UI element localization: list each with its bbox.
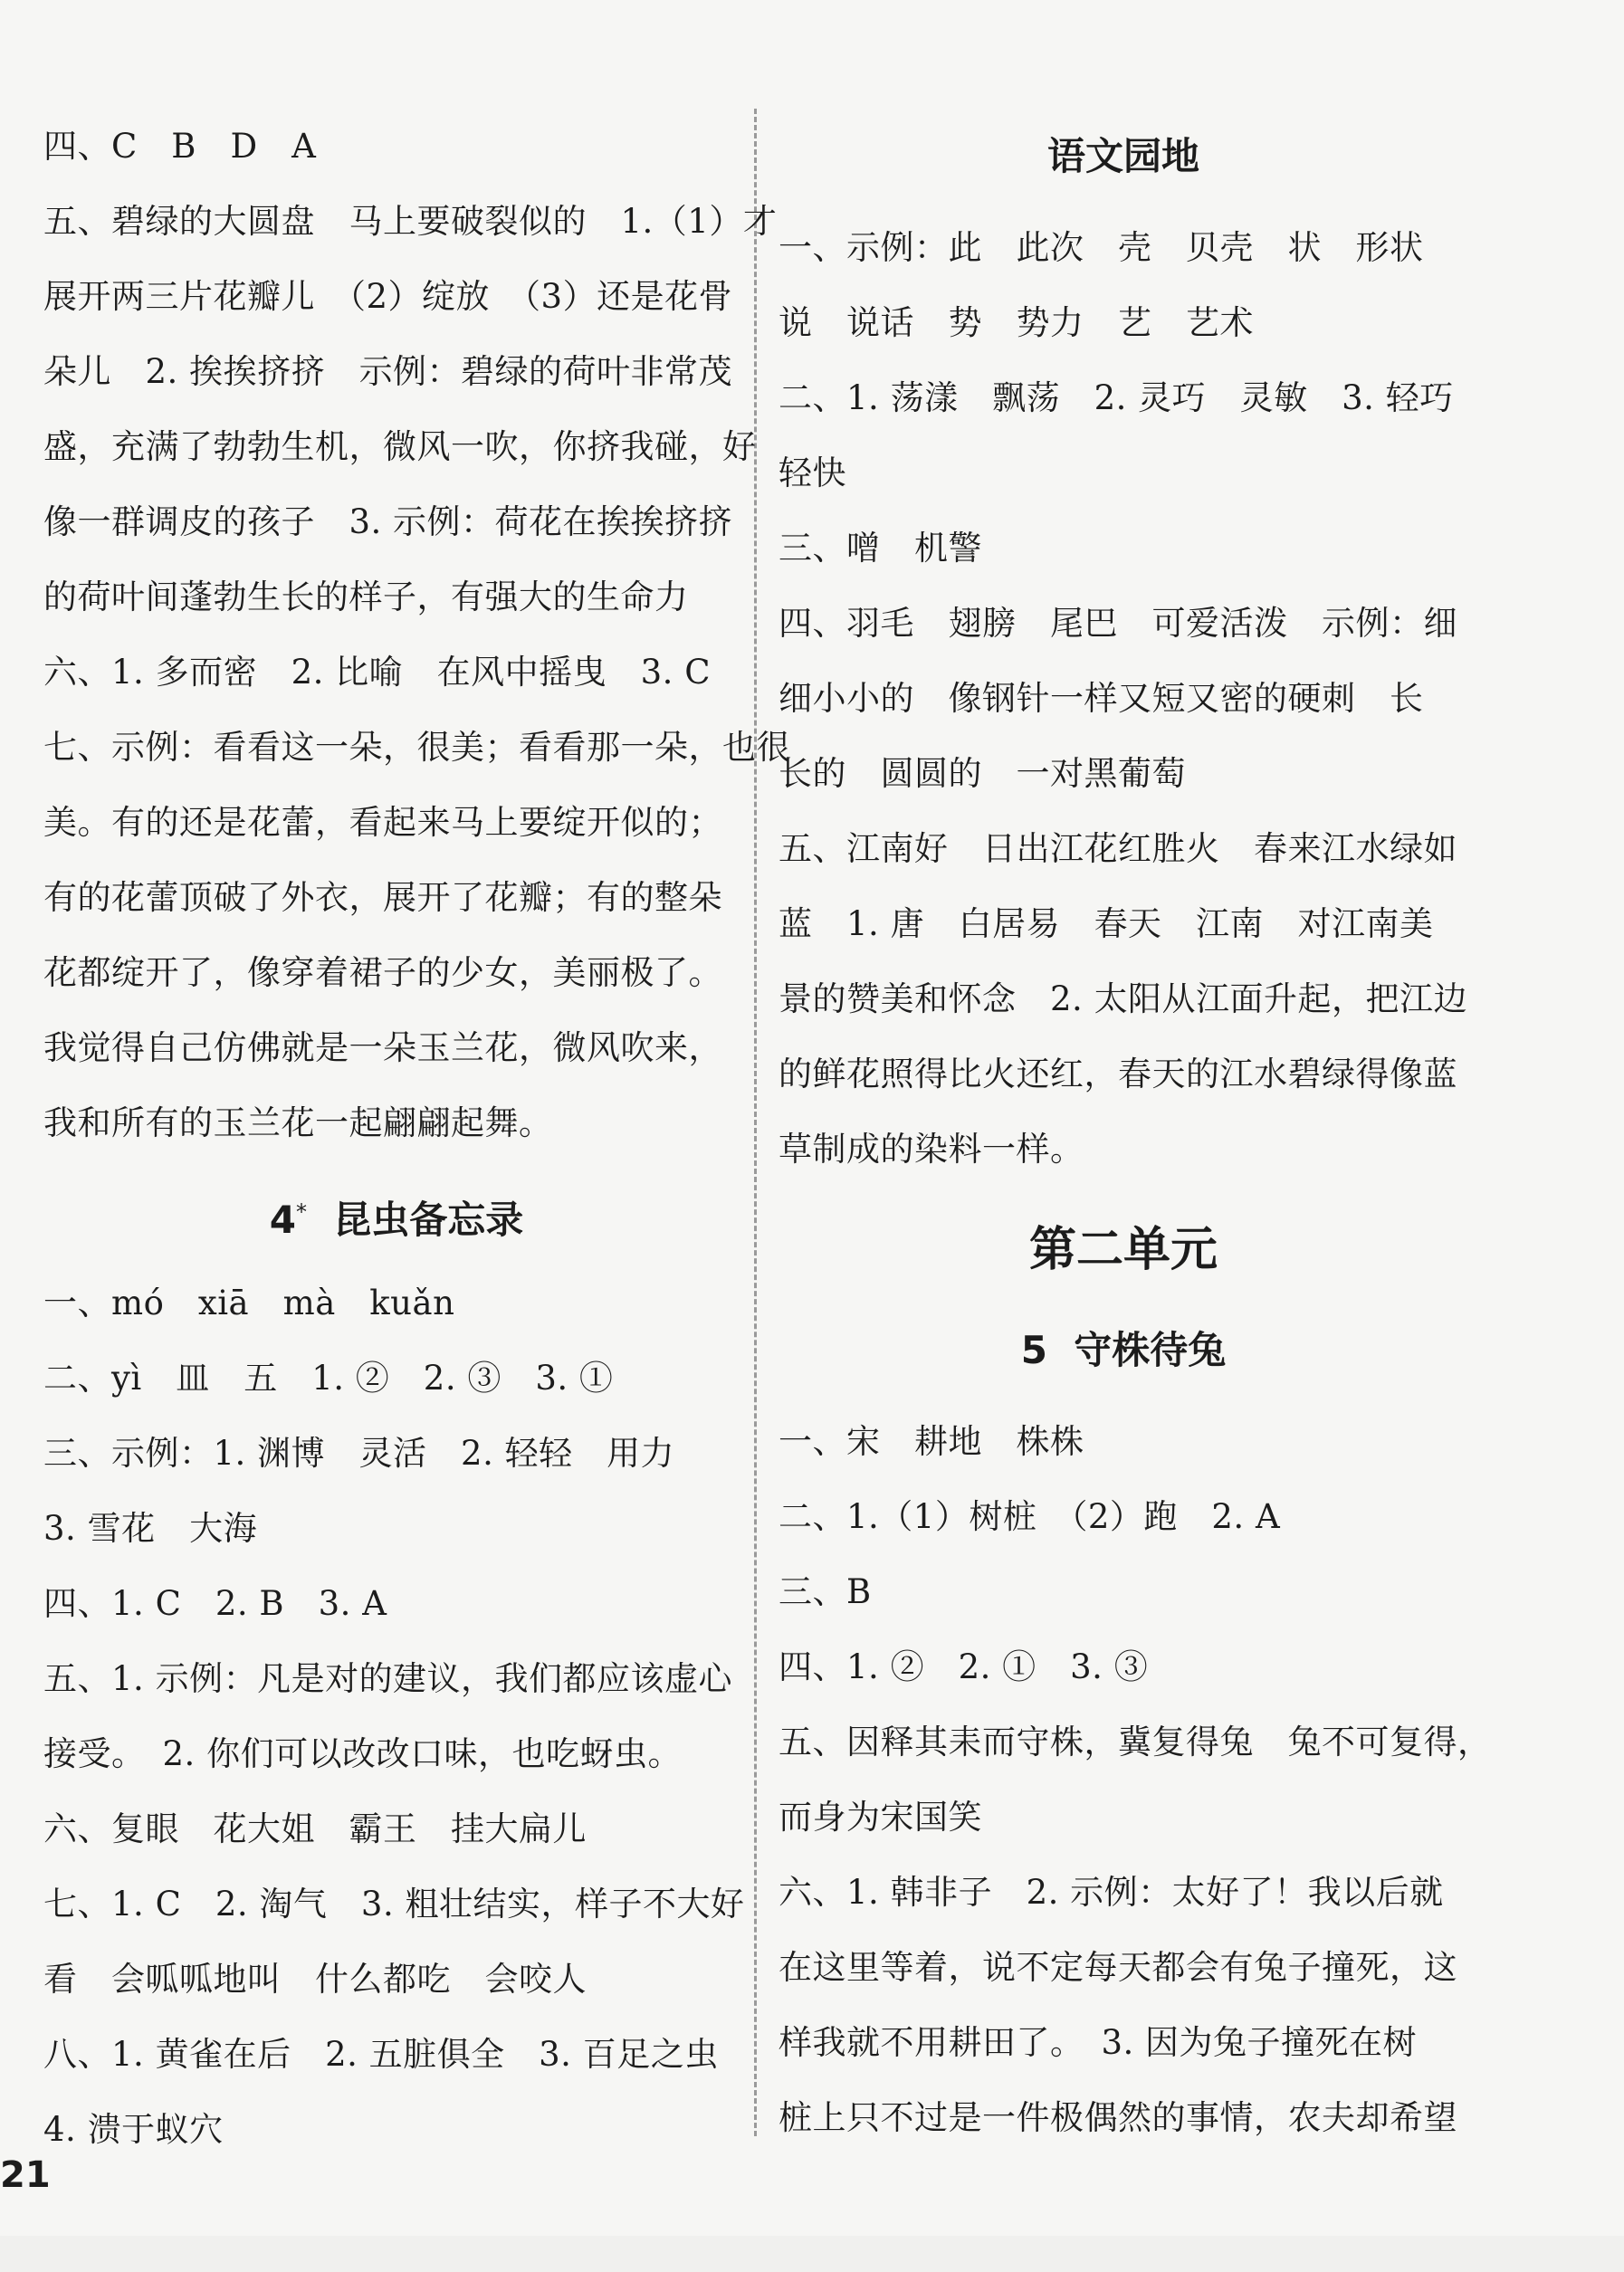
answer-line: 盛，充满了勃勃生机，微风一吹，你挤我碰，好 [43,427,757,466]
page-bottom-edge [0,2236,1624,2272]
section-number: 4 [269,1198,296,1242]
answer-line: 桩上只不过是一件极偶然的事情，农夫却希望 [779,2098,1457,2137]
answer-line: 二、1.（1）树桩 （2）跑 2. A [779,1497,1281,1536]
answer-line: 八、1. 黄雀在后 2. 五脏俱全 3. 百足之虫 [43,2035,719,2074]
answer-line: 有的花蕾顶破了外衣，展开了花瓣；有的整朵 [43,878,722,917]
answer-line: 4. 溃于蚁穴 [43,2110,224,2149]
answer-line: 一、mó xiā mà kuǎn [43,1284,455,1322]
answer-line: 三、示例：1. 渊博 灵活 2. 轻轻 用力 [43,1434,675,1473]
answer-line: 四、C B D A [43,127,317,166]
answer-line: 的鲜花照得比火还红，春天的江水碧绿得像蓝 [779,1055,1457,1093]
answer-line: 说 说话 势 势力 艺 艺术 [779,303,1254,342]
answer-line: 三、B [779,1572,872,1611]
answer-line: 一、示例：此 此次 壳 贝壳 状 形状 [779,228,1424,267]
answer-line: 接受。 2. 你们可以改改口味，也吃蚜虫。 [43,1734,683,1773]
answer-line: 七、示例：看看这一朵，很美；看看那一朵，也很 [43,728,790,767]
answer-line: 像一群调皮的孩子 3. 示例：荷花在挨挨挤挤 [43,502,733,541]
answer-line: 细小小的 像钢针一样又短又密的硬刺 长 [779,679,1424,718]
answer-line: 样我就不用耕田了。 3. 因为兔子撞死在树 [779,2023,1418,2062]
answer-line: 我觉得自己仿佛就是一朵玉兰花，微风吹来， [43,1028,722,1067]
answer-line: 七、1. C 2. 淘气 3. 粗壮结实，样子不大好 [43,1885,745,1924]
answer-line: 一、宋 耕地 株株 [779,1422,1084,1461]
answer-line: 四、1. C 2. B 3. A [43,1584,387,1623]
optional-lesson-mark: * [295,1199,307,1225]
section-heading [43,1171,750,1253]
answer-line: 展开两三片花瓣儿 （2）绽放 （3）还是花骨 [43,277,733,316]
page-number: 21 [0,2154,51,2196]
answer-line: 二、yì 皿 五 1. ② 2. ③ 3. ① [43,1359,614,1398]
answer-line: 二、1. 荡漾 飘荡 2. 灵巧 灵敏 3. 轻巧 [779,378,1454,417]
section-number: 5 [1020,1328,1047,1372]
answer-line: 五、因释其耒而守株，冀复得兔 兔不可复得， [779,1723,1492,1761]
answer-line: 轻快 [779,453,846,492]
section-heading [779,1310,1468,1391]
answer-line: 六、1. 多而密 2. 比喻 在风中摇曳 3. C [43,653,711,692]
answer-line: 我和所有的玉兰花一起翩翩起舞。 [43,1103,553,1142]
answer-line: 美。有的还是花蕾，看起来马上要绽开似的； [43,803,722,842]
section-title: 守株待兔 [1074,1328,1227,1372]
section-title: 语文园地 [1046,134,1199,178]
answer-line: 五、碧绿的大圆盘 马上要破裂似的 1.（1）才 [43,202,778,241]
answer-line: 看 会呱呱地叫 什么都吃 会咬人 [43,1960,587,1999]
answer-line: 在这里等着，说不定每天都会有兔子撞死，这 [779,1948,1457,1987]
answer-line: 花都绽开了，像穿着裙子的少女，美丽极了。 [43,953,722,992]
answer-line: 而身为宋国笑 [779,1798,982,1837]
answer-line: 四、1. ② 2. ① 3. ③ [779,1647,1149,1686]
left-column [43,109,790,2167]
answer-line: 三、噌 机警 [779,529,982,568]
answer-line: 的荷叶间蓬勃生长的样子，有强大的生命力 [43,578,689,616]
answer-line: 六、复眼 花大姐 霸王 挂大扁儿 [43,1809,587,1848]
answer-line: 长的 圆圆的 一对黑葡萄 [779,754,1186,793]
answer-line: 蓝 1. 唐 白居易 春天 江南 对江南美 [779,904,1434,943]
answer-line: 四、羽毛 翅膀 尾巴 可爱活泼 示例：细 [779,604,1457,643]
unit-title: 第二单元 [1028,1223,1218,1277]
column-divider [754,109,757,2136]
answer-line: 五、江南好 日出江花红胜火 春来江水绿如 [779,829,1457,868]
answer-line: 草制成的染料一样。 [779,1130,1084,1169]
answer-line: 3. 雪花 大海 [43,1509,258,1548]
answer-line: 朵儿 2. 挨挨挤挤 示例：碧绿的荷叶非常茂 [43,352,733,391]
right-column [779,116,1492,2155]
answer-line: 五、1. 示例：凡是对的建议，我们都应该虚心 [43,1659,733,1698]
answer-line: 景的赞美和怀念 2. 太阳从江面升起，把江边 [779,979,1468,1018]
section-title: 昆虫备忘录 [333,1198,524,1242]
answer-line: 六、1. 韩非子 2. 示例：太好了！我以后就 [779,1873,1444,1912]
